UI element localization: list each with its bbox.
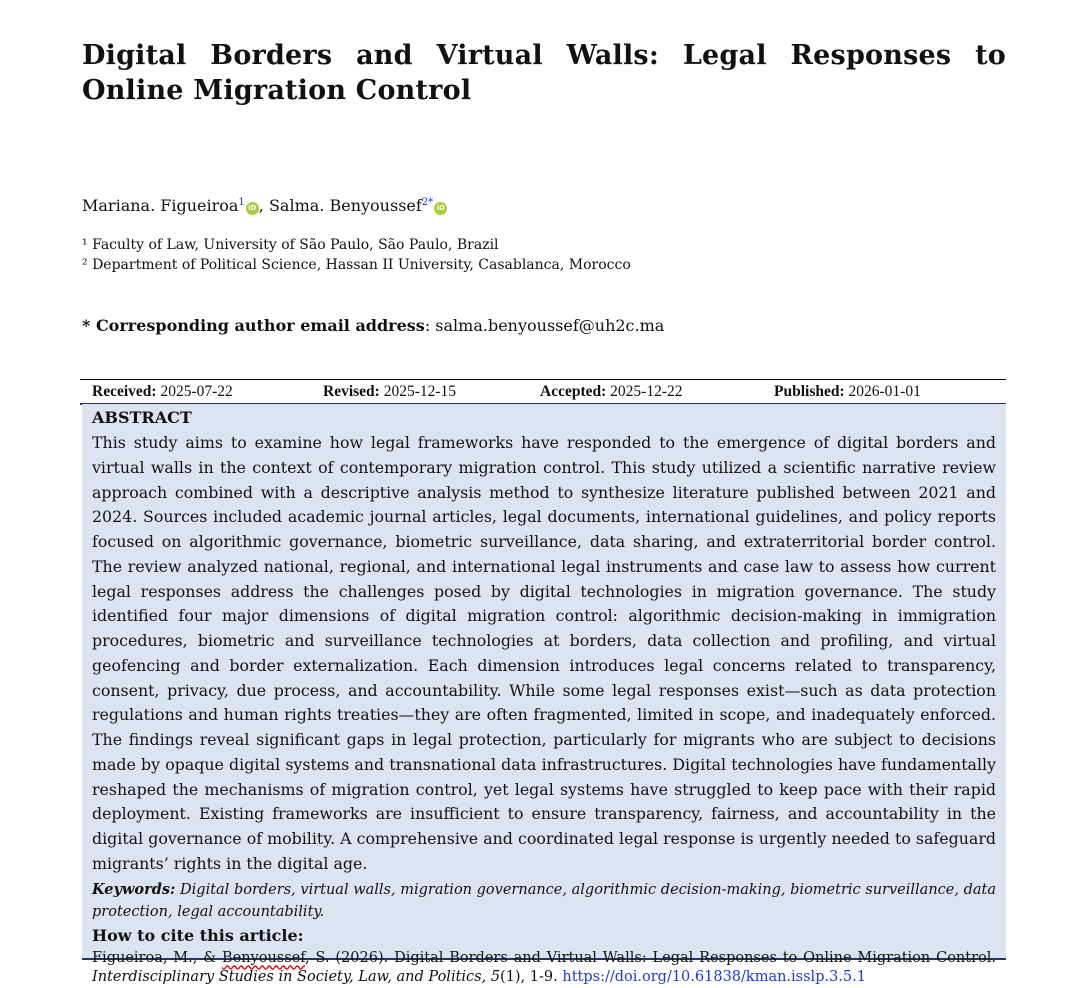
abstract-heading: ABSTRACT [92, 408, 192, 427]
received-date [92, 380, 233, 403]
accepted-value: 2025-12-22 [610, 383, 683, 400]
affiliation-line: ² Department of Political Science, Hassan II University, Casablanca, Morocco [82, 256, 631, 273]
doi-link[interactable]: https://doi.org/10.61838/kman.isslp.3.5.1 [562, 969, 866, 985]
affiliation-marker[interactable]: 1 [238, 197, 245, 208]
citation-title: , S. (2026). Digital Borders and Virtual Walls: Legal Responses to Online Migration Control. [305, 949, 996, 966]
keywords [92, 879, 996, 923]
revised-date [323, 380, 456, 403]
keywords-label: Keywords: [92, 880, 176, 898]
corresponding-label: * Corresponding author email address [82, 316, 425, 335]
orcid-icon[interactable]: iD [434, 202, 447, 215]
citation-issue: (1), 1-9. [500, 969, 563, 985]
received-value: 2025-07-22 [160, 383, 233, 400]
accepted-date [540, 380, 682, 403]
accepted-label: Accepted: [540, 383, 607, 400]
received-label: Received: [92, 383, 157, 400]
abstract-box [82, 404, 1006, 985]
affiliation-line: ¹ Faculty of Law, University of São Paulo, São Paulo, Brazil [82, 237, 499, 253]
article-title: Digital Borders and Virtual Walls: Legal Responses to Online Migration Control [82, 40, 1006, 106]
corresponding-email[interactable]: salma.benyoussef@uh2c.ma [435, 316, 665, 335]
author-list [82, 192, 447, 217]
affiliations [82, 236, 631, 275]
citation-heading: How to cite this article: [92, 925, 304, 945]
citation-journal: Interdisciplinary Studies in Society, Law, and Politics, 5 [92, 969, 501, 985]
published-date [774, 380, 921, 403]
citation [92, 949, 996, 988]
citation-author-flagged: Benyoussef [221, 949, 306, 966]
abstract-text: This study aims to examine how legal frameworks have responded to the emergence of digital borders and virtual walls in the context of contemporary migration control. This study utilized a scientific narrative review approach combined with a descriptive analysis method to synthesize literature published between 2021 and 2024. Sources included academic journal articles, legal documents, international guidelines, and policy reports focused on algorithmic governance, biometric surveillance, data sharing, and extraterritorial border control. The review analyzed national, regional, and international legal instruments and case law to assess how current legal responses address the challenges posed by digital technologies in migration governance. The study identified four major dimensions of digital migration control: algorithmic decision-making in immigration procedures, biometric and surveillance technologies at borders, data collection and profiling, and virtual geofencing and border externalization. Each dimension introduces legal concerns related to transparency, consent, privacy, due process, and accountability. While some legal responses exist—such as data protection regulations and human rights treaties—they are often fragmented, limited in scope, and inadequately enforced. The findings reveal significant gaps in legal protection, particularly for migrants who are subject to decisions made by opaque digital systems and transnational data infrastructures. Digital technologies have fundamentally reshaped the mechanisms of migration control, yet legal systems have struggled to keep pace with their rapid deployment. Existing frameworks are insufficient to ensure transparency, fairness, and accountability in the digital governance of mobility. A comprehensive and coordinated legal response is urgently needed to safeguard migrants’ rights in the digital age. [92, 433, 996, 873]
author-name: Salma. Benyoussef [268, 196, 422, 215]
author-name: Mariana. Figueiroa [82, 196, 239, 215]
dates-bar [80, 379, 1006, 405]
revised-value: 2025-12-15 [383, 383, 457, 400]
published-value: 2026-01-01 [848, 383, 921, 400]
corresponding-author: * Corresponding author email address: salma.benyoussef@uh2c.ma [82, 316, 665, 335]
affiliation-marker[interactable]: 2* [421, 197, 434, 208]
author-separator: , [258, 196, 269, 215]
keywords-text: Digital borders, virtual walls, migration governance, algorithmic decision-making, biometric surveillance, data protection, legal accountability. [92, 881, 996, 920]
revised-label: Revised: [323, 383, 380, 400]
orcid-icon[interactable]: iD [246, 202, 259, 215]
citation-authors: Figueiroa, M., & [92, 949, 222, 966]
published-label: Published: [774, 383, 845, 400]
